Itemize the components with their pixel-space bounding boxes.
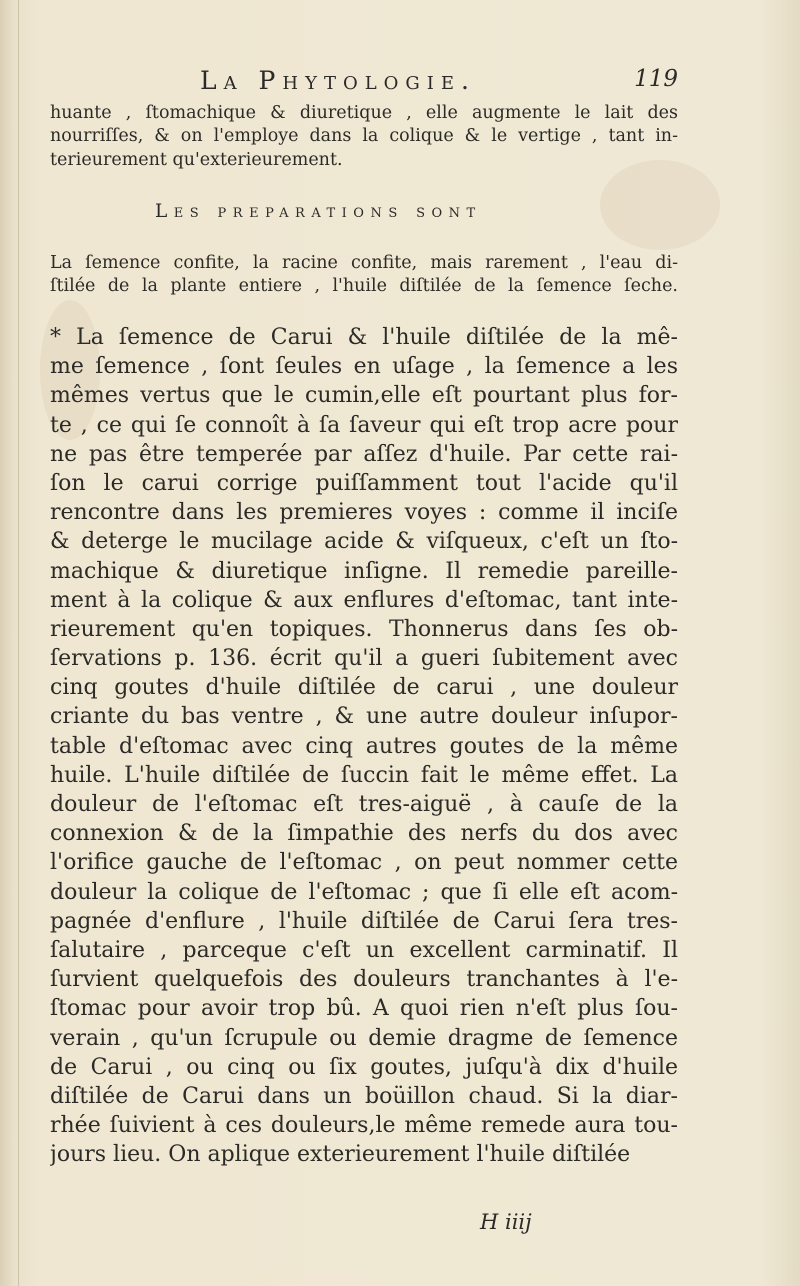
preparation-line: La ſemence confite, la racine confite, mais rarement , l'eau di- — [50, 253, 678, 273]
body-line: rencontre dans les premieres voyes : comme il inciſe — [50, 500, 678, 526]
body-line: machique & diuretique inſigne. Il remedie pareille- — [50, 558, 678, 584]
gutter-shadow — [18, 0, 19, 1286]
preparation-line: ſtilée de la plante entiere , l'huile diſtilée de la ſemence ſeche. — [50, 276, 678, 297]
body-line: me ſemence , ſont ſeules en uſage , la ſemence a les — [50, 354, 678, 380]
section-heading: Les preparations sont — [155, 201, 482, 222]
body-line: * La ſemence de Carui & l'huile diſtilée de la mê- — [50, 325, 678, 350]
body-line: douleur la colique de l'eſtomac ; que ſi elle eſt acom- — [50, 879, 678, 905]
paper-stain — [600, 160, 720, 250]
body-line: ſtomac pour avoir trop bû. A quoi rien n'eſt plus ſou- — [50, 996, 678, 1022]
body-line: ne pas être temperée par aſſez d'huile. Par cette rai- — [50, 441, 678, 467]
body-line: pagnée d'enflure , l'huile diſtilée de Carui ſera tres- — [50, 908, 678, 934]
body-line: connexion & de la ſimpathie des nerfs du dos avec — [50, 821, 678, 847]
catchword-signature: H iiij — [480, 1210, 532, 1234]
body-line: cinq goutes d'huile diſtilée de carui , une douleur — [50, 675, 678, 701]
body-line: huile. L'huile diſtilée de ſuccin fait le même effet. La — [50, 762, 678, 788]
intro-paragraph — [50, 102, 678, 172]
body-line: verain , qu'un ſcrupule ou demie dragme de ſemence — [50, 1025, 678, 1051]
running-title: La Phytologie. — [200, 66, 476, 95]
page-number: 119 — [634, 66, 678, 92]
body-line: criante du bas ventre , & une autre douleur inſupor- — [50, 704, 678, 730]
body-line: te , ce qui ſe connoît à ſa ſaveur qui eſt trop acre pour — [50, 412, 678, 438]
body-line: mêmes vertus que le cumin,elle eſt pourtant plus for- — [50, 383, 678, 409]
body-line: ſurvient quelquefois des douleurs tranchantes à l'e- — [50, 967, 678, 993]
intro-line: huante , ſtomachique & diuretique , elle augmente le lait des — [50, 103, 678, 123]
body-line: de Carui , ou cinq ou ſix goutes, juſqu'à dix d'huile — [50, 1054, 678, 1080]
main-paragraph — [50, 323, 678, 1169]
body-line: ſervations p. 136. écrit qu'il a gueri ſubitement avec — [50, 646, 678, 672]
body-line: rieurement qu'en topiques. Thonnerus dans ſes ob- — [50, 616, 678, 642]
body-line: douleur de l'eſtomac eſt tres-aiguë , à cauſe de la — [50, 792, 678, 817]
running-head — [50, 66, 678, 96]
intro-line: nourriſſes, & on l'employe dans la colique & le vertige , tant in- — [50, 126, 678, 147]
body-line: l'orifice gauche de l'eſtomac , on peut nommer cette — [50, 850, 678, 876]
preparations-paragraph — [50, 252, 678, 299]
body-line: ment à la colique & aux enflures d'eſtomac, tant inte- — [50, 587, 678, 613]
body-line: rhée ſuivient à ces douleurs,le même remede aura tou- — [50, 1113, 678, 1139]
body-line: jours lieu. On aplique exterieurement l'huile diſtilée — [50, 1142, 631, 1168]
body-line: diſtilée de Carui dans un boüillon chaud. Si la diar- — [50, 1083, 678, 1109]
body-line: table d'eſtomac avec cinq autres goutes de la même — [50, 733, 678, 759]
body-line: ſalutaire , parceque c'eſt un excellent carminatif. Il — [50, 937, 678, 963]
body-line: ſon le carui corrige puiſſamment tout l'acide qu'il — [50, 470, 678, 496]
body-line: & deterge le mucilage acide & viſqueux, c'eſt un ſto- — [50, 529, 678, 555]
intro-line: terieurement qu'exterieurement. — [50, 149, 343, 170]
